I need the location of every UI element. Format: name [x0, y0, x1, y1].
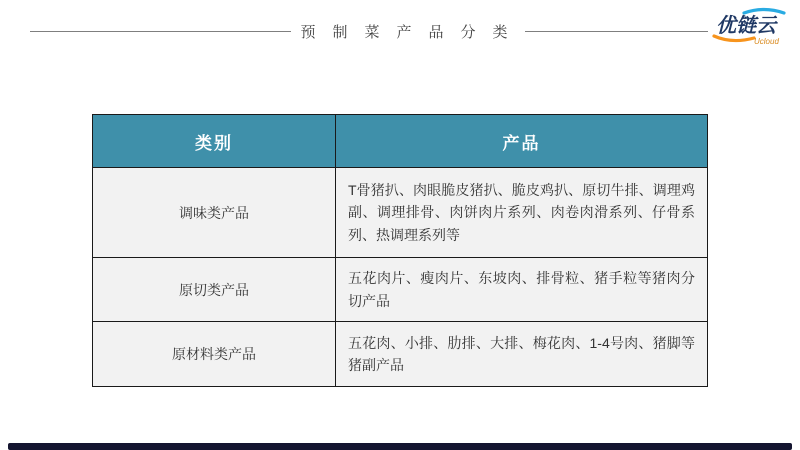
product-table [92, 114, 708, 387]
title-line-left [30, 31, 291, 32]
table-row [93, 168, 708, 258]
category-cell: 调味类产品 [93, 168, 336, 258]
category-cell: 原材料类产品 [93, 322, 336, 387]
table-row [93, 322, 708, 387]
logo-subtext: Ucloud [754, 37, 779, 46]
logo-graphic [706, 4, 792, 50]
title-line-right [525, 31, 708, 32]
product-cell: T骨猪扒、肉眼脆皮猪扒、脆皮鸡扒、原切牛排、调理鸡副、调理排骨、肉饼肉片系列、肉卷肉滑系列、仔骨系列、热调理系列等 [336, 168, 708, 258]
logo-text: 优链云 [716, 15, 776, 37]
page-title: 预制菜产品分类 [300, 23, 525, 41]
category-cell: 原切类产品 [93, 258, 336, 322]
footer-bar [8, 443, 792, 450]
product-cell: 五花肉片、瘦肉片、东坡肉、排骨粒、猪手粒等猪肉分切产品 [336, 258, 708, 322]
logo-swoosh-blue-icon [744, 10, 784, 14]
company-logo [706, 4, 792, 50]
header-cell-product: 产品 [336, 115, 708, 168]
table-row [93, 258, 708, 322]
table-header-row [93, 115, 708, 168]
header-cell-category: 类别 [93, 115, 336, 168]
product-cell: 五花肉、小排、肋排、大排、梅花肉、1-4号肉、猪脚等猪副产品 [336, 322, 708, 387]
slide-header [30, 20, 708, 42]
